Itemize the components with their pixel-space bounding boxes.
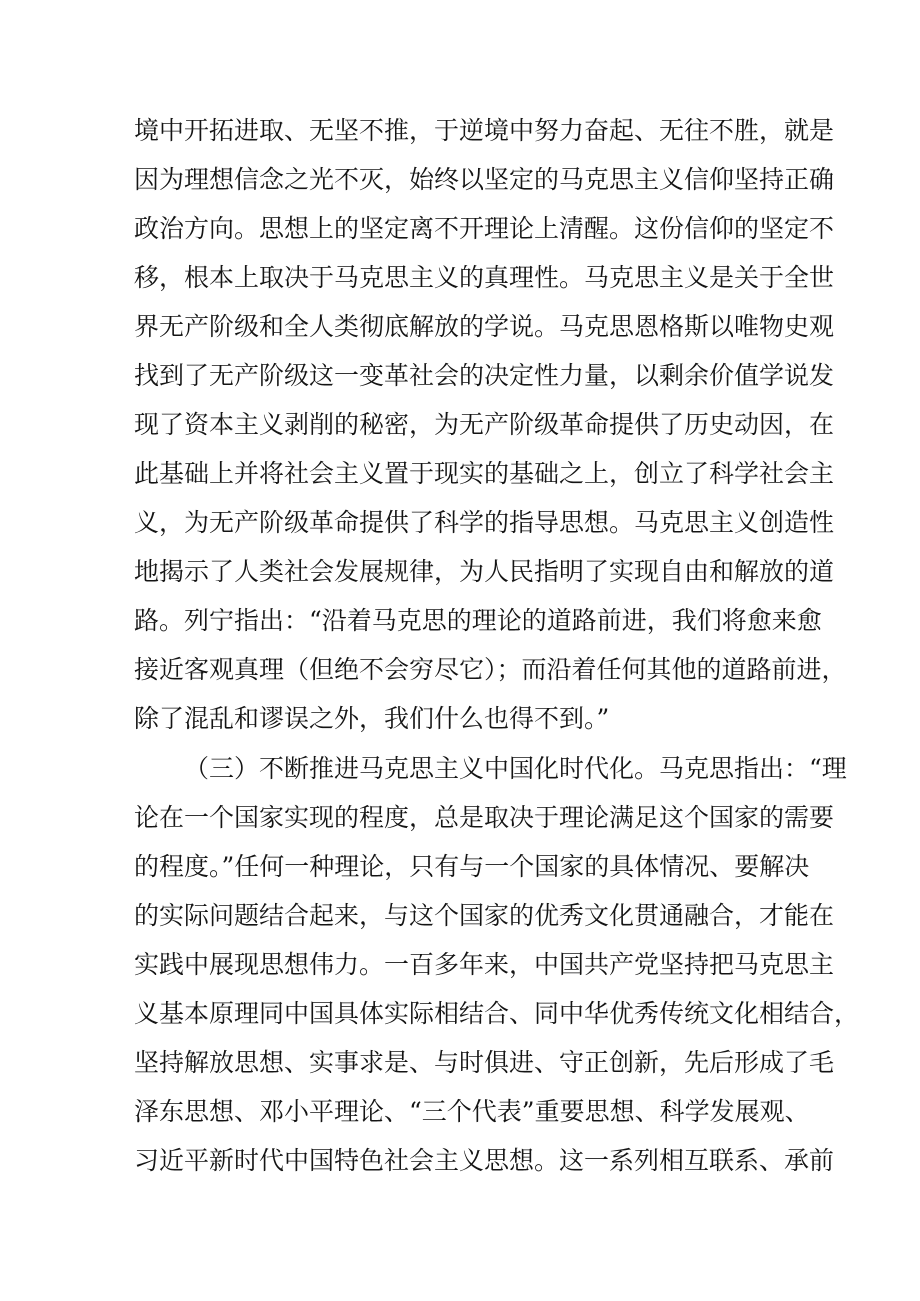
section-heading-line: （三）不断推进马克思主义中国化时代化。马克思指出：“理	[184, 754, 847, 783]
text-line: 找到了无产阶级这一变革社会的决定性力量，以剩余价值学说发	[134, 361, 835, 390]
text-line: 地揭示了人类社会发展规律，为人民指明了实现自由和解放的道	[134, 557, 835, 586]
text-line: 界无产阶级和全人类彻底解放的学说。马克思恩格斯以唯物史观	[134, 312, 835, 341]
paragraph	[134, 106, 847, 743]
text-line: 坚持解放思想、实事求是、与时俱进、守正创新，先后形成了毛	[134, 1048, 835, 1077]
text-line: 现了资本主义剥削的秘密，为无产阶级革命提供了历史动因，在	[134, 410, 835, 439]
text-line: 政治方向。思想上的坚定离不开理论上清醒。这份信仰的坚定不	[134, 214, 835, 243]
text-line: 习近平新时代中国特色社会主义思想。这一系列相互联系、承前	[134, 1146, 835, 1175]
text-line: 除了混乱和谬误之外，我们什么也得不到。”	[134, 704, 610, 733]
text-line: 的实际问题结合起来，与这个国家的优秀文化贯通融合，才能在	[134, 901, 835, 930]
text-line: 泽东思想、邓小平理论、“三个代表”重要思想、科学发展观、	[134, 1097, 810, 1126]
text-line: 义，为无产阶级革命提供了科学的指导思想。马克思主义创造性	[134, 508, 835, 537]
text-line: 移，根本上取决于马克思主义的真理性。马克思主义是关于全世	[134, 263, 835, 292]
text-line: 因为理想信念之光不灭，始终以坚定的马克思主义信仰坚持正确	[134, 165, 835, 194]
text-line: 论在一个国家实现的程度，总是取决于理论满足这个国家的需要	[134, 803, 835, 832]
text-line: 接近客观真理（但绝不会穷尽它）；而沿着任何其他的道路前进，	[134, 655, 847, 684]
text-line: 义基本原理同中国具体实际相结合、同中华优秀传统文化相结合，	[134, 999, 860, 1028]
text-line: 的程度。”任何一种理论，只有与一个国家的具体情况、要解决	[134, 852, 810, 881]
text-line: 实践中展现思想伟力。一百多年来，中国共产党坚持把马克思主	[134, 950, 835, 979]
text-line: 此基础上并将社会主义置于现实的基础之上，创立了科学社会主	[134, 459, 835, 488]
text-line: 境中开拓进取、无坚不推，于逆境中努力奋起、无往不胜，就是	[134, 116, 835, 145]
text-line: 路。列宁指出：“沿着马克思的理论的道路前进，我们将愈来愈	[134, 606, 822, 635]
paragraph	[134, 744, 860, 1185]
